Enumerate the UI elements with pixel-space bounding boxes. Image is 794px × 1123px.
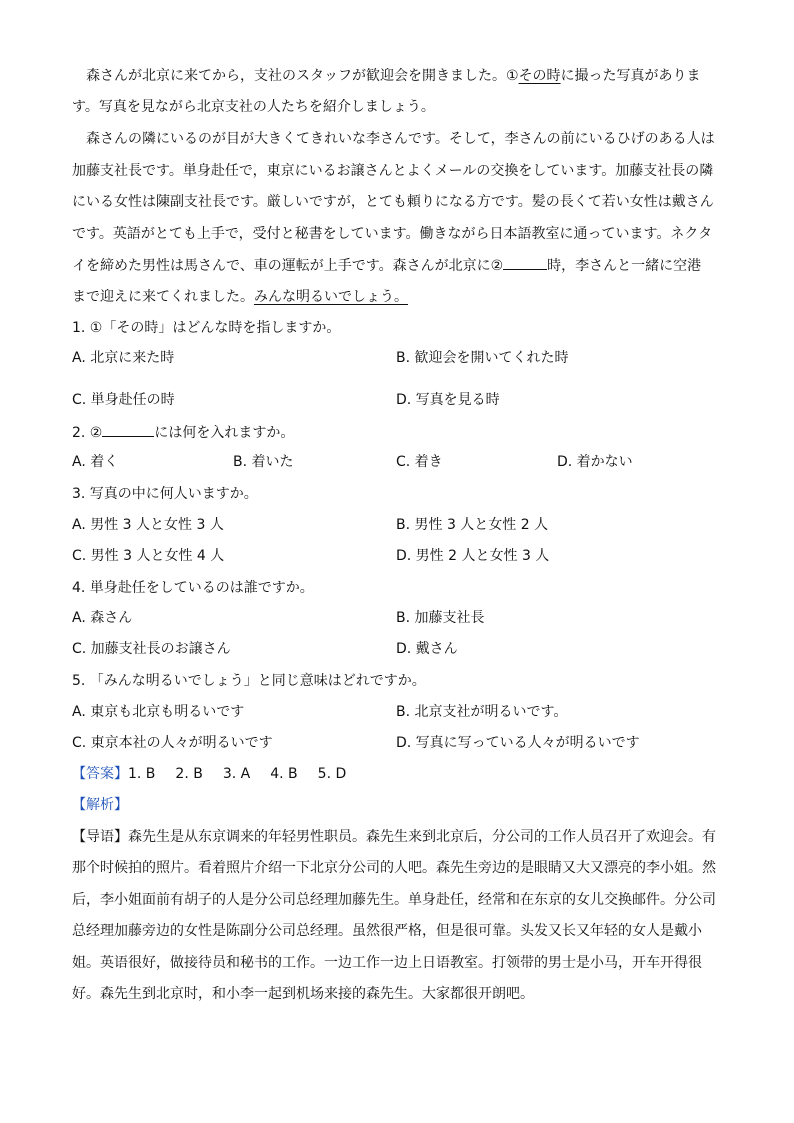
option-b: B. 着いた bbox=[233, 454, 294, 470]
option-c: C. 男性 3 人と女性 4 人 bbox=[72, 548, 225, 564]
option-a: A. 東京も北京も明るいです bbox=[72, 704, 245, 720]
question-stem bbox=[72, 422, 294, 443]
question-stem: 4. 単身赴任をしているのは誰ですか。 bbox=[72, 580, 314, 596]
passage-line: 森さんの隣にいるのが目が大きくてきれいな李さんです。そして，李さんの前にいるひげのある人は bbox=[86, 131, 715, 147]
passage-line bbox=[72, 287, 408, 307]
answer-line bbox=[72, 764, 366, 784]
question-text: には何を入れますか。 bbox=[154, 425, 295, 441]
option-a: A. 森さん bbox=[72, 610, 133, 626]
option-d: D. 男性 2 人と女性 3 人 bbox=[396, 548, 550, 564]
guide-line: 后，李小姐面前有胡子的人是分公司总经理加藤先生。单身赴任，经常和在东京的女儿交换邮件。分公司 bbox=[72, 892, 716, 908]
passage-text: 時，李さんと一緒に空港 bbox=[547, 258, 702, 274]
underlined-phrase: その時 bbox=[518, 68, 561, 84]
guide-label: 【导语】 bbox=[72, 829, 128, 845]
guide-line bbox=[72, 827, 716, 847]
underlined-phrase: みんな明るいでしょう。 bbox=[254, 289, 408, 305]
option-c: C. 単身赴任の時 bbox=[72, 392, 175, 408]
question-stem: 5. 「みんな明るいでしょう」と同じ意味はどれですか。 bbox=[72, 673, 426, 689]
passage-line: 加藤支社長です。単身赴任で，東京にいるお譲さんとよくメールの交換をしています。加藤支社長の隣 bbox=[72, 163, 714, 179]
passage-text: 森さんが北京に来てから，支社のスタッフが歓迎会を開きました。① bbox=[86, 68, 519, 84]
question-number: 2. ② bbox=[72, 425, 103, 441]
option-d: D. 着かない bbox=[557, 454, 633, 470]
fill-blank bbox=[102, 422, 154, 437]
option-a: A. 着く bbox=[72, 454, 119, 470]
option-d: D. 写真を見る時 bbox=[396, 392, 500, 408]
option-a: A. 北京に来た時 bbox=[72, 350, 175, 366]
guide-text: 森先生是从东京调来的年轻男性职员。森先生来到北京后，分公司的工作人员召开了欢迎会。有 bbox=[128, 829, 716, 845]
answer-item: 4. B bbox=[270, 766, 298, 782]
guide-line: 总经理加藤旁边的女性是陈副分公司总经理。虽然很严格，但是很可靠。头发又长又年轻的女人是戴小 bbox=[72, 923, 702, 939]
guide-line: 那个时候拍的照片。看着照片介绍一下北京分公司的人吧。森先生旁边的是眼睛又大又漂亮的李小姐。然 bbox=[72, 860, 716, 876]
passage-text: に撮った写真がありま bbox=[560, 68, 701, 84]
option-c: C. 東京本社の人々が明るいです bbox=[72, 735, 273, 751]
option-d: D. 写真に写っている人々が明るいです bbox=[396, 735, 640, 751]
passage-text: まで迎えに来てくれました。 bbox=[72, 289, 254, 305]
passage-line: にいる女性は陳副支社長です。厳しいですが，とても頼りになる方です。髪の長くて若い女性は戴さん bbox=[72, 194, 714, 210]
option-c: C. 加藤支社長のお譲さん bbox=[72, 641, 231, 657]
answer-item: 1. B bbox=[128, 766, 156, 782]
guide-line: 好。森先生到北京时，和小李一起到机场来接的森先生。大家都很开朗吧。 bbox=[72, 986, 534, 1002]
question-stem: 3. 写真の中に何人いますか。 bbox=[72, 486, 258, 502]
question-stem: 1. ①「その時」はどんな時を指しますか。 bbox=[72, 320, 341, 336]
option-c: C. 着き bbox=[396, 454, 443, 470]
passage-line bbox=[86, 66, 701, 86]
option-d: D. 戴さん bbox=[396, 641, 458, 657]
option-b: B. 北京支社が明るいです。 bbox=[396, 704, 568, 720]
option-b: B. 男性 3 人と女性 2 人 bbox=[396, 517, 549, 533]
passage-line bbox=[72, 255, 701, 276]
option-b: B. 歓迎会を開いてくれた時 bbox=[396, 350, 569, 366]
option-b: B. 加藤支社長 bbox=[396, 610, 485, 626]
passage-line: す。写真を見ながら北京支社の人たちを紹介しましょう。 bbox=[72, 99, 435, 115]
answer-item: 5. D bbox=[317, 766, 347, 782]
answer-item: 2. B bbox=[175, 766, 203, 782]
passage-text: イを締めた男性は馬さんで、車の運転が上手です。森さんが北京に② bbox=[72, 258, 504, 274]
passage-line: です。英語がとても上手で，受付と秘書をしています。働きながら日本語教室に通っています。ネクタ bbox=[72, 226, 713, 242]
answer-item: 3. A bbox=[222, 766, 251, 782]
analysis-label: 【解析】 bbox=[72, 797, 128, 813]
option-a: A. 男性 3 人と女性 3 人 bbox=[72, 517, 224, 533]
answer-label: 【答案】 bbox=[72, 766, 128, 782]
fill-blank bbox=[503, 255, 547, 270]
guide-line: 姐。英语很好，做接待员和秘书的工作。一边工作一边上日语教室。打领带的男士是小马，开车开得很 bbox=[72, 955, 702, 971]
